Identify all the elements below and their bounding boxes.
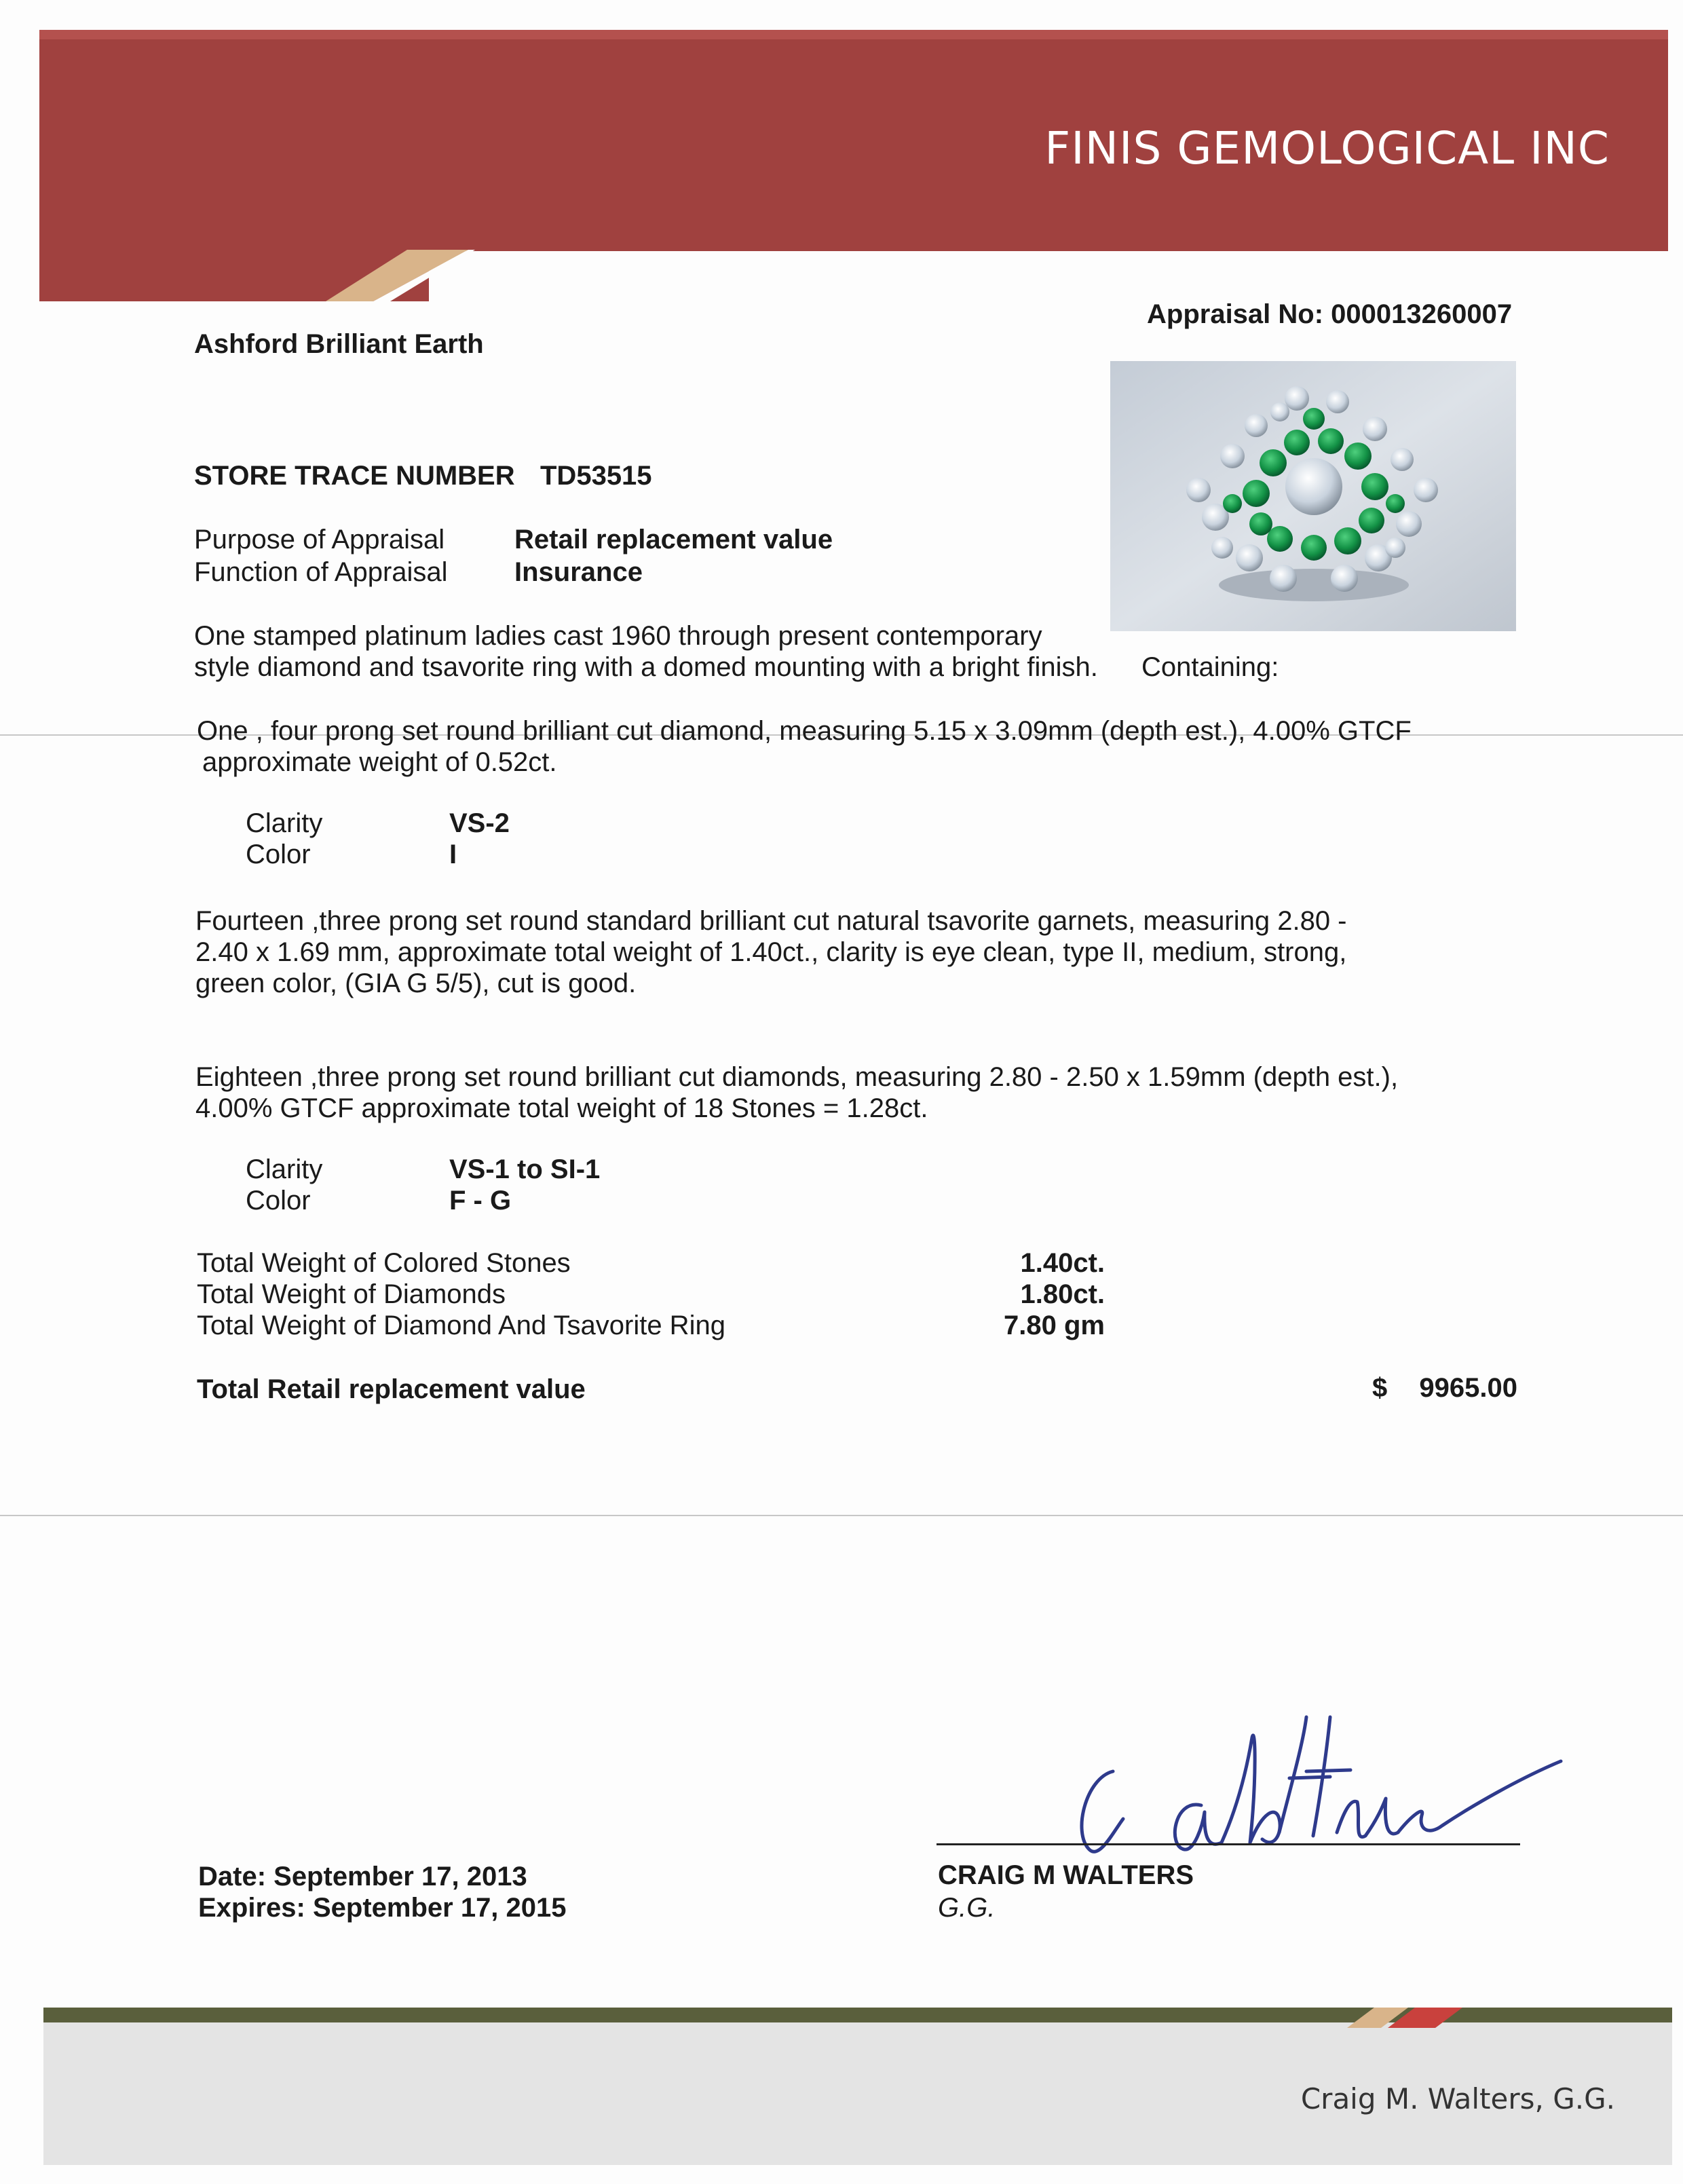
total-colored-stones-label: Total Weight of Colored Stones (197, 1248, 571, 1278)
side-clarity-label: Clarity (246, 1154, 323, 1184)
side-color-label: Color (246, 1186, 311, 1216)
center-diamond-line-1: One , four prong set round brilliant cut diamond, measuring 5.15 x 3.09mm (depth est.), 4.00% GTCF (197, 716, 1412, 746)
appraisal-number: Appraisal No: 000013260007 (1147, 299, 1513, 329)
total-diamonds-value: 1.80ct. (1020, 1279, 1105, 1309)
center-color-label: Color (246, 840, 311, 869)
side-clarity-value: VS-1 to SI-1 (449, 1154, 601, 1184)
function-label: Function of Appraisal (194, 557, 448, 587)
total-ring-weight-value: 7.80 gm (1004, 1311, 1105, 1340)
signature-image (1059, 1697, 1602, 1866)
center-clarity-label: Clarity (246, 808, 323, 838)
header-top-stripe (39, 30, 1668, 39)
center-diamond-line-2: approximate weight of 0.52ct. (202, 747, 557, 777)
side-diamonds-line-2: 4.00% GTCF approximate total weight of 18 Stones = 1.28ct. (195, 1093, 928, 1123)
client-name: Ashford Brilliant Earth (194, 329, 484, 359)
center-clarity-value: VS-2 (449, 808, 510, 838)
ring-photo (1110, 361, 1516, 631)
total-value-label: Total Retail replacement value (197, 1374, 586, 1404)
company-name: FINIS GEMOLOGICAL INC (1044, 122, 1610, 174)
store-trace-value: TD53515 (540, 461, 652, 491)
footer-accent-swoosh (1347, 2008, 1462, 2028)
function-value: Insurance (514, 557, 643, 587)
total-colored-stones-value: 1.40ct. (1020, 1248, 1105, 1278)
expiration-date: Expires: September 17, 2015 (198, 1893, 567, 1923)
description-line-2: style diamond and tsavorite ring with a domed mounting with a bright finish. (194, 652, 1098, 682)
purpose-value: Retail replacement value (514, 525, 833, 554)
paper-fold-line-2 (0, 1515, 1683, 1516)
tsavorite-line-2: 2.40 x 1.69 mm, approximate total weight of 1.40ct., clarity is eye clean, type II, medium, strong, (195, 937, 1347, 967)
center-color-value: I (449, 840, 457, 869)
total-value-currency: $ (1372, 1373, 1388, 1403)
side-color-value: F - G (449, 1186, 512, 1216)
side-diamonds-line-1: Eighteen ,three prong set round brilliant cut diamonds, measuring 2.80 - 2.50 x 1.59mm (depth est.), (195, 1062, 1399, 1092)
appraiser-title: G.G. (938, 1893, 996, 1923)
signature-line (937, 1843, 1520, 1845)
tsavorite-line-3: green color, (GIA G 5/5), cut is good. (195, 968, 637, 998)
header-accent-swoosh (326, 250, 475, 304)
description-containing: Containing: (1141, 652, 1279, 682)
footer-signature-name: Craig M. Walters, G.G. (1300, 2082, 1615, 2115)
store-trace-label: STORE TRACE NUMBER (194, 461, 515, 491)
total-ring-weight-label: Total Weight of Diamond And Tsavorite Ring (197, 1311, 725, 1340)
tsavorite-line-1: Fourteen ,three prong set round standard brilliant cut natural tsavorite garnets, measuring 2.80 - (195, 906, 1347, 936)
appraiser-name: CRAIG M WALTERS (938, 1860, 1194, 1890)
appraisal-date: Date: September 17, 2013 (198, 1862, 527, 1891)
description-line-1: One stamped platinum ladies cast 1960 through present contemporary (194, 621, 1042, 651)
total-diamonds-label: Total Weight of Diamonds (197, 1279, 506, 1309)
purpose-label: Purpose of Appraisal (194, 525, 445, 554)
total-value-amount: 9965.00 (1419, 1373, 1517, 1403)
